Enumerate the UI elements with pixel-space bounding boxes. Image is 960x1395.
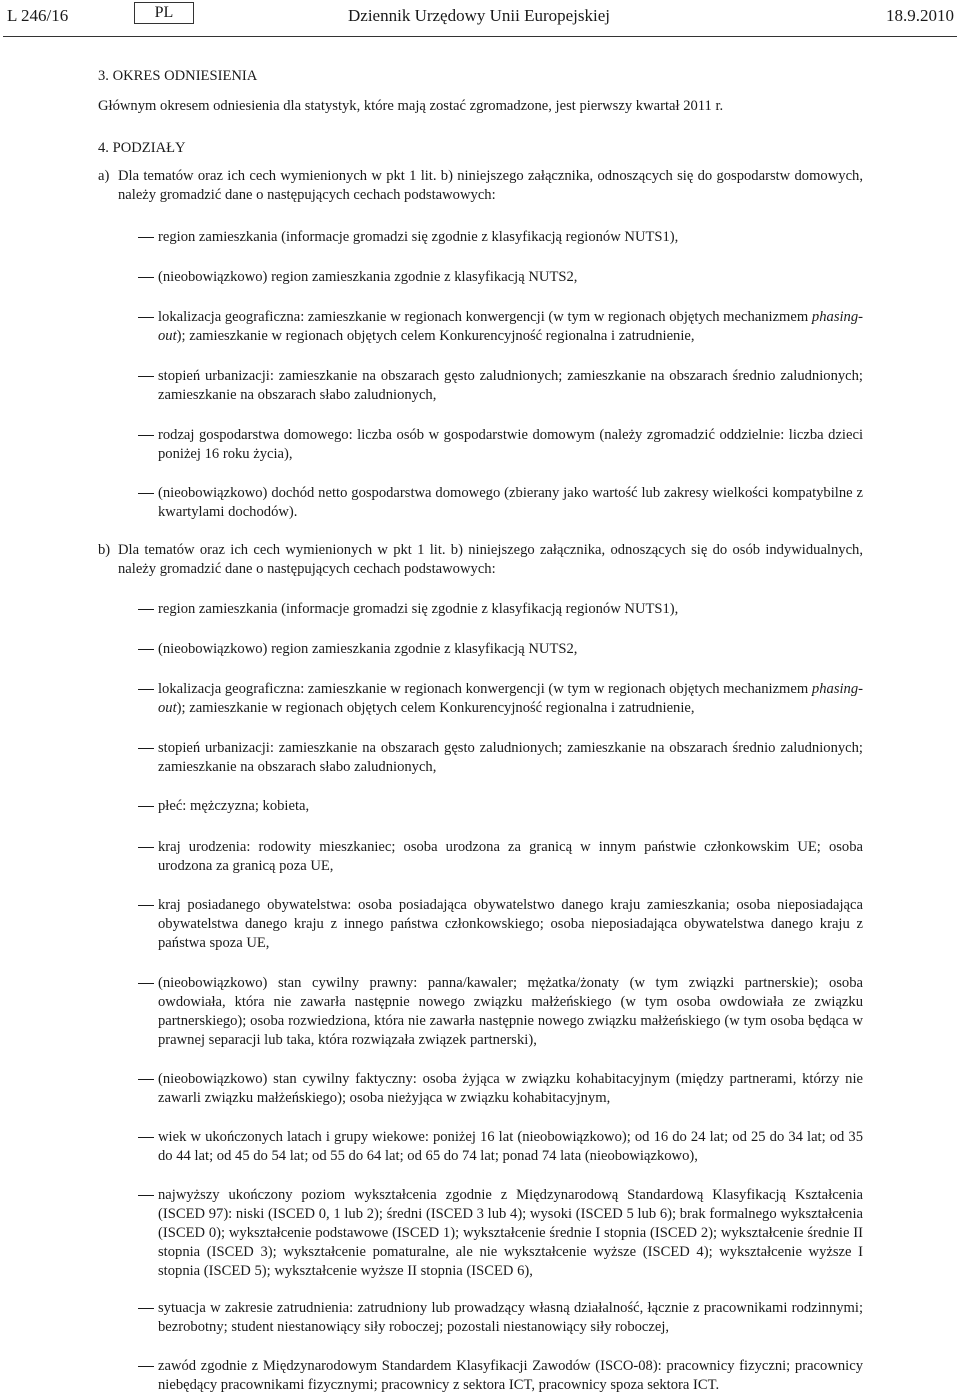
- list-item: [138, 228, 863, 247]
- dash-marker: [138, 1366, 154, 1367]
- dash-marker: [138, 649, 154, 650]
- phasing-out-term: phasing-out: [158, 309, 863, 344]
- list-item-text: (nieobowiązkowo) region zamieszkania zgodnie z klasyfikacją NUTS2,: [158, 641, 578, 657]
- list-item: [138, 1070, 863, 1108]
- publication-date: 18.9.2010: [886, 6, 954, 25]
- dash-marker: [138, 905, 154, 906]
- subsection-a-intro: [98, 167, 863, 205]
- dash-marker: [138, 609, 154, 610]
- list-item: [138, 426, 863, 464]
- dash-marker: [138, 1195, 154, 1196]
- journal-title: Dziennik Urzędowy Unii Europejskiej: [348, 6, 611, 25]
- list-item: [138, 680, 863, 718]
- dash-marker: [138, 376, 154, 377]
- list-item-text: (nieobowiązkowo) region zamieszkania zgodnie z klasyfikacją NUTS2,: [158, 269, 578, 285]
- list-item-text: płeć: mężczyzna; kobieta,: [158, 798, 310, 814]
- list-item: [138, 484, 863, 522]
- list-item: [138, 600, 863, 619]
- dash-marker: [138, 493, 154, 494]
- dash-marker: [138, 748, 154, 749]
- list-item-text: kraj posiadanego obywatelstwa: osoba posiadająca obywatelstwo danego kraju zamieszkania; osoba nieposiadająca obywatelstwa danego kraju z innego państwa członkowskiego; osoba nieposiadająca obywatelstwa danego kraju z państwa spoza UE,: [158, 897, 863, 951]
- subsection-b-intro: [98, 541, 863, 579]
- phasing-out-term: phasing-out: [158, 681, 863, 716]
- page-reference: L 246/16: [7, 6, 69, 25]
- section-4-heading: 4. PODZIAŁY: [98, 140, 186, 156]
- list-item-text: region zamieszkania (informacje gromadzi się zgodnie z klasyfikacją regionów NUTS1),: [158, 601, 679, 617]
- header-divider: [3, 36, 957, 37]
- dash-marker: [138, 689, 154, 690]
- list-item-text: rodzaj gospodarstwa domowego: liczba osób w gospodarstwie domowym (należy zgromadzić oddzielnie: liczba dzieci poniżej 16 roku życia),: [158, 427, 863, 462]
- list-item: [138, 367, 863, 405]
- subsection-b-letter: b): [98, 542, 111, 558]
- list-item-text: wiek w ukończonych latach i grupy wiekowe: poniżej 16 lat (nieobowiązkowo); od 16 do 24 lat; od 25 do 34 lat; od 35 do 44 lat; od 45 do 54 lat; od 55 do 64 lat; od 65 do 74 lat; ponad 74 lata (nieobowiązkowo),: [158, 1129, 863, 1164]
- subsection-b-intro-text: Dla tematów oraz ich cech wymienionych w pkt 1 lit. b) niniejszego załącznika, odnoszących się do osób indywidualnych, należy gromadzić dane o następujących cechach podstawowych:: [118, 542, 863, 577]
- list-item: [138, 838, 863, 876]
- dash-marker: [138, 1079, 154, 1080]
- dash-marker: [138, 435, 154, 436]
- dash-marker: [138, 237, 154, 238]
- subsection-a-intro-text: Dla tematów oraz ich cech wymienionych w pkt 1 lit. b) niniejszego załącznika, odnoszących się do gospodarstw domowych, należy gromadzić dane o następujących cechach podstawowych:: [118, 168, 863, 203]
- section-3-heading: 3. OKRES ODNIESIENIA: [98, 68, 258, 84]
- list-item: [138, 974, 863, 1050]
- list-item-text: [158, 308, 863, 346]
- list-item-text-part: lokalizacja geograficzna: zamieszkanie w regionach konwergencji (w tym w regionach objętych mechanizmem: [158, 681, 809, 697]
- list-item: [138, 1299, 863, 1337]
- list-item-text: (nieobowiązkowo) stan cywilny faktyczny: osoba żyjąca w związku kohabitacyjnym (między partnerami, którzy nie zawarli związku małżeńskiego); osoba nieżyjąca w związku kohabitacyjnym,: [158, 1071, 863, 1106]
- list-item-text-part: lokalizacja geograficzna: zamieszkanie w regionach konwergencji (w tym w regionach objętych mechanizmem: [158, 309, 809, 325]
- list-item: [138, 268, 863, 287]
- list-item-text-part: ); zamieszkanie w regionach objętych celem Konkurencyjność regionalna i zatrudnienie,: [176, 700, 695, 716]
- dash-marker: [138, 317, 154, 318]
- list-item-text: najwyższy ukończony poziom wykształcenia zgodnie z Międzynarodową Standardową Klasyfikacją Kształcenia (ISCED 97): niski (ISCED 0, 1 lub 2); średni (ISCED 3 lub 4); wysoki (ISCED 5 lub 6); brak formalnego wykształcenia (ISCED 0); wykształcenie podstawowe (ISCED 1); wykształcenie średnie I stopnia (ISCED 2); wykształcenie średnie II stopnia (ISCED 3); wykształcenie pomaturalne, ale nie wykształcenie wyższe (ISCED 4); wykształcenie wyższe I stopnia (ISCED 5); wykształcenie wyższe II stopnia (ISCED 6),: [158, 1187, 863, 1279]
- section-3-text: Głównym okresem odniesienia dla statystyk, które mają zostać zgromadzone, jest pierwszy kwartał 2011 r.: [98, 98, 724, 114]
- list-item: [138, 797, 863, 816]
- list-item-text: region zamieszkania (informacje gromadzi się zgodnie z klasyfikacją regionów NUTS1),: [158, 229, 679, 245]
- dash-marker: [138, 983, 154, 984]
- list-item-text: zawód zgodnie z Międzynarodowym Standardem Klasyfikacji Zawodów (ISCO-08): pracownicy fizyczni; pracownicy niebędący pracownikami fizycznymi; pracownicy z sektora ICT, pracownicy spoza sektora ICT.: [158, 1358, 863, 1393]
- dash-marker: [138, 1308, 154, 1309]
- list-item: [138, 1357, 863, 1395]
- list-item-text-part: ); zamieszkanie w regionach objętych celem Konkurencyjność regionalna i zatrudnienie,: [176, 328, 695, 344]
- list-item-text: kraj urodzenia: rodowity mieszkaniec; osoba urodzona za granicą w innym państwie członkowskim UE; osoba urodzona za granicą poza UE,: [158, 839, 863, 874]
- list-item-text: [158, 680, 863, 718]
- list-item: [138, 1186, 863, 1281]
- list-item: [138, 308, 863, 346]
- page-header: [0, 2, 960, 28]
- list-item-text: (nieobowiązkowo) dochód netto gospodarstwa domowego (zbierany jako wartość lub zakresy wielkości kompatybilne z kwartylami dochodów).: [158, 485, 863, 520]
- dash-marker: [138, 847, 154, 848]
- list-item-text: stopień urbanizacji: zamieszkanie na obszarach gęsto zaludnionych; zamieszkanie na obszarach średnio zaludnionych; zamieszkanie na obszarach słabo zaludnionych,: [158, 368, 863, 403]
- subsection-a-letter: a): [98, 168, 110, 184]
- language-badge: PL: [134, 2, 194, 24]
- dash-marker: [138, 1137, 154, 1138]
- list-item: [138, 1128, 863, 1166]
- list-item-text: sytuacja w zakresie zatrudnienia: zatrudniony lub prowadzący własną działalność, łącznie z pracownikami rodzinnymi; bezrobotny; student niestanowiący siły roboczej; pozostali niestanowiący siły roboczej,: [158, 1300, 863, 1335]
- list-item: [138, 640, 863, 659]
- list-item-text: (nieobowiązkowo) stan cywilny prawny: panna/kawaler; mężatka/żonaty (w tym związki partnerskie); osoba owdowiała, która nie zawarła następnie nowego związku małżeńskiego (w tym osoba owdowiała ze związku partnerskiego); osoba rozwiedziona, która nie zawarła następnie nowego związku małżeńskiego (w tym osoba będąca w prawnej separacji lub taka, która rozwiązała związek partnerski),: [158, 975, 863, 1048]
- list-item-text: stopień urbanizacji: zamieszkanie na obszarach gęsto zaludnionych; zamieszkanie na obszarach średnio zaludnionych; zamieszkanie na obszarach słabo zaludnionych,: [158, 740, 863, 775]
- dash-marker: [138, 806, 154, 807]
- dash-marker: [138, 277, 154, 278]
- list-item: [138, 739, 863, 777]
- list-item: [138, 896, 863, 953]
